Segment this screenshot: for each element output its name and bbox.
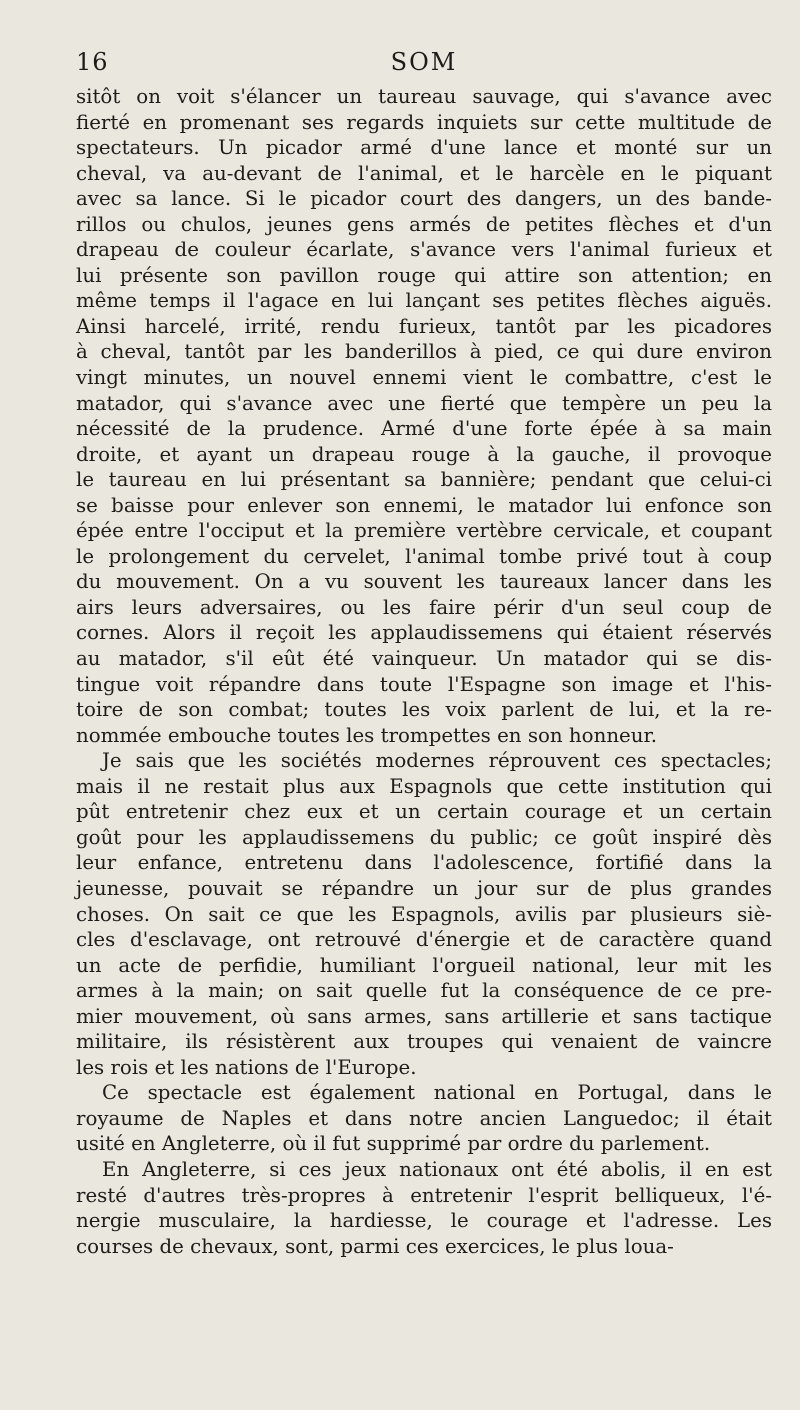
text-line: matador, qui s'avance avec une fierté que tempère un peu la [76, 391, 772, 415]
text-line: du mouvement. On a vu souvent les taureaux lancer dans les [76, 570, 772, 594]
text-line: spectateurs. Un picador armé d'une lance et monté sur un [76, 136, 772, 160]
text-line: épée entre l'occiput et la première vertèbre cervicale, et coupant [76, 519, 772, 543]
paragraph [76, 1157, 772, 1259]
text-line: droite, et ayant un drapeau rouge à la gauche, il provoque [76, 442, 772, 466]
text-line: toire de son combat; toutes les voix parlent de lui, et la re- [76, 698, 772, 722]
text-line: tingue voit répandre dans toute l'Espagne son image et l'his- [76, 672, 772, 696]
text-line: Ce spectacle est également national en Portugal, dans le [102, 1081, 772, 1105]
running-head: SOM [390, 48, 458, 76]
body-text [76, 84, 772, 1259]
text-line: même temps il l'agace en lui lançant ses petites flèches aiguës. [76, 289, 772, 313]
text-line: armes à la main; on sait quelle fut la conséquence de ce pre- [76, 979, 772, 1003]
text-line: sitôt on voit s'élancer un taureau sauvage, qui s'avance avec [76, 85, 772, 108]
text-line: cornes. Alors il reçoit les applaudissemens qui étaient réservés [76, 621, 772, 645]
text-line: mier mouvement, où sans armes, sans artillerie et sans tactique [76, 1004, 772, 1028]
text-line: se baisse pour enlever son ennemi, le matador lui enfonce son [76, 493, 772, 517]
text-line: au matador, s'il eût été vainqueur. Un matador qui se dis- [76, 647, 772, 671]
text-line: royaume de Naples et dans notre ancien Languedoc; il était [76, 1106, 772, 1130]
paragraph [76, 84, 772, 748]
text-line: leur enfance, entretenu dans l'adolescence, fortifié dans la [76, 851, 772, 875]
text-line: nécessité de la prudence. Armé d'une forte épée à sa main [76, 417, 772, 441]
text-line: à cheval, tantôt par les banderillos à pied, ce qui dure environ [76, 340, 772, 364]
text-line: le prolongement du cervelet, l'animal tombe privé tout à coup [76, 544, 772, 568]
paragraph [76, 1080, 772, 1157]
page-header [76, 48, 772, 82]
text-line: rillos ou chulos, jeunes gens armés de petites flèches et d'un [76, 212, 772, 236]
text-line: militaire, ils résistèrent aux troupes qui venaient de vaincre [76, 1030, 772, 1054]
text-line: lui présente son pavillon rouge qui attire son attention; en [76, 263, 772, 287]
text-line: cheval, va au-devant de l'animal, et le harcèle en le piquant [76, 161, 772, 185]
text-line: choses. On sait ce que les Espagnols, avilis par plusieurs siè- [76, 902, 772, 926]
text-line: nergie musculaire, la hardiesse, le courage et l'adresse. Les [76, 1209, 772, 1233]
text-line: nommée embouche toutes les trompettes en son honneur. [76, 723, 658, 747]
text-line: les rois et les nations de l'Europe. [76, 1055, 417, 1079]
text-line: courses de chevaux, sont, parmi ces exercices, le plus loua- [76, 1234, 674, 1258]
text-line: cles d'esclavage, ont retrouvé d'énergie et de caractère quand [76, 928, 772, 952]
text-line: airs leurs adversaires, ou les faire périr d'un seul coup de [76, 595, 772, 619]
text-line: le taureau en lui présentant sa bannière; pendant que celui-ci [76, 468, 772, 492]
text-line: avec sa lance. Si le picador court des dangers, un des bande- [76, 187, 772, 211]
page-number: 16 [76, 48, 109, 76]
text-line: usité en Angleterre, où il fut supprimé par ordre du parlement. [76, 1132, 711, 1156]
text-line: Ainsi harcelé, irrité, rendu furieux, tantôt par les picadores [76, 314, 772, 338]
text-line: jeunesse, pouvait se répandre un jour sur de plus grandes [76, 876, 772, 900]
text-line: vingt minutes, un nouvel ennemi vient le combattre, c'est le [76, 366, 772, 390]
text-line: En Angleterre, si ces jeux nationaux ont été abolis, il en est [102, 1157, 772, 1181]
text-line: fierté en promenant ses regards inquiets sur cette multitude de [76, 110, 772, 134]
paragraph [76, 748, 772, 1080]
text-line: goût pour les applaudissemens du public; ce goût inspiré dès [76, 825, 772, 849]
text-line: un acte de perfidie, humiliant l'orgueil national, leur mit les [76, 953, 772, 977]
text-line: mais il ne restait plus aux Espagnols que cette institution qui [76, 774, 772, 798]
text-line: pût entretenir chez eux et un certain courage et un certain [76, 800, 772, 824]
text-line: Je sais que les sociétés modernes réprouvent ces spectacles; [102, 749, 772, 773]
text-line: drapeau de couleur écarlate, s'avance vers l'animal furieux et [76, 238, 772, 262]
text-line: resté d'autres très-propres à entretenir l'esprit belliqueux, l'é- [76, 1183, 772, 1207]
